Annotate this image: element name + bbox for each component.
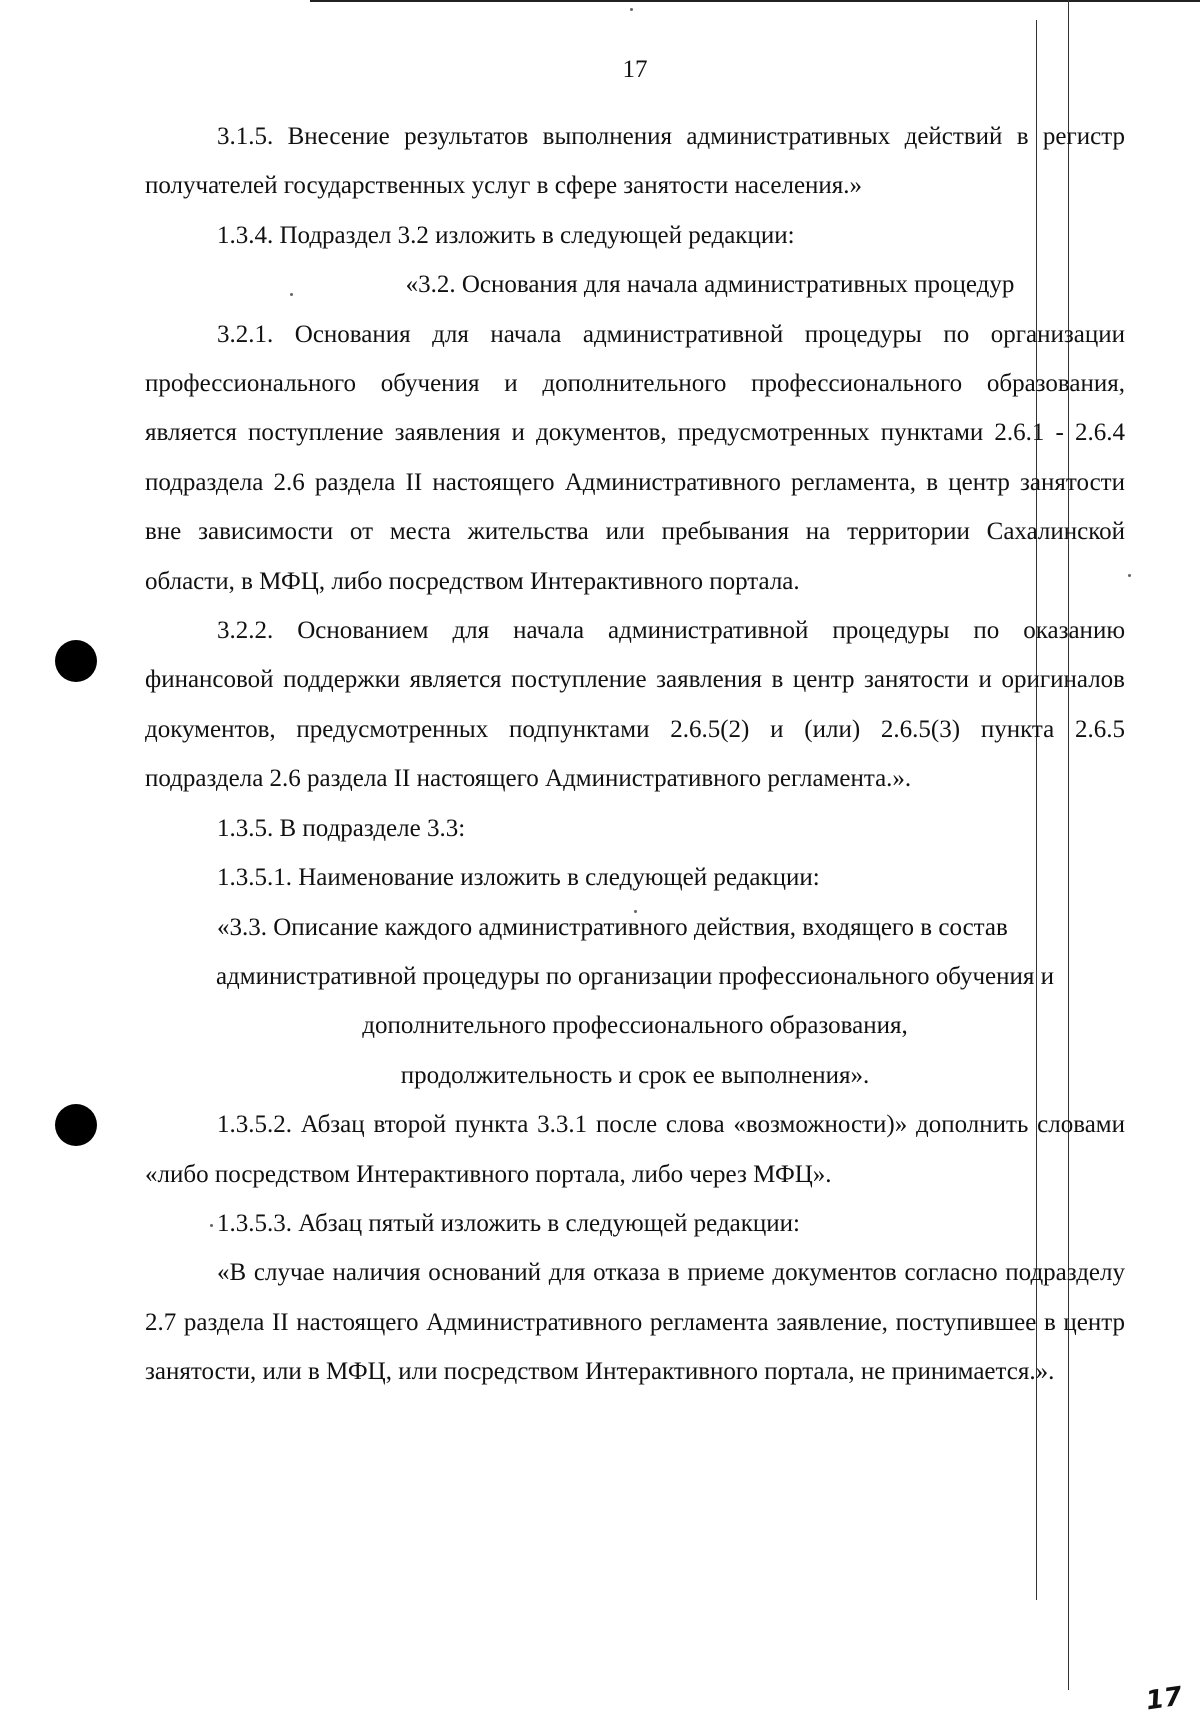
paragraph-3-2-1: 3.2.1. Основания для начала административной процедуры по организации профессионального обучения и дополнительного профессионального образования, является поступление заявления и документов, предусмотренных пунктами 2.6.1 - 2.6.4 подраздела 2.6 раздела II настоящего Административного регламента, в центр занятости вне зависимости от места жительства или пребывания на территории Сахалинской области, в МФЦ, либо посредством Интерактивного портала. [145, 320, 1125, 595]
section-heading-3-3-line-4: продолжительность и срок ее выполнения». [400, 1061, 870, 1089]
section-heading-3-3-line-3: дополнительного профессионального образования, [362, 1012, 908, 1040]
paragraph-1-3-5-1: 1.3.5.1. Наименование изложить в следующей редакции: [217, 864, 820, 892]
paragraph-3-2-2: 3.2.2. Основанием для начала административной процедуры по оказанию финансовой поддержки является поступление заявления в центр занятости и оригиналов документов, предусмотренных подпунктами 2.6.5(2) и (или) 2.6.5(3) пункта 2.6.5 подраздела 2.6 раздела II настоящего Административного регламента.». [145, 617, 1125, 793]
scan-speck [630, 8, 633, 11]
handwritten-page-number: 17 [1144, 1681, 1185, 1717]
section-heading-3-2: «3.2. Основания для начала административных процедур [405, 271, 1015, 299]
punch-hole-bottom [55, 1104, 97, 1146]
paragraph-1-3-5-2: 1.3.5.2. Абзац второй пункта 3.3.1 после слова «возможности)» дополнить словами «либо посредством Интерактивного портала, либо через МФЦ». [145, 1111, 1125, 1188]
paragraph-1-3-5-3: 1.3.5.3. Абзац пятый изложить в следующей редакции: [217, 1209, 800, 1237]
section-heading-3-3-line-1: «3.3. Описание каждого административного действия, входящего в состав [217, 913, 1008, 941]
page-number: 17 [622, 56, 648, 83]
scan-speck [1128, 574, 1131, 577]
paragraph-1-3-4: 1.3.4. Подраздел 3.2 изложить в следующей редакции: [217, 221, 795, 249]
paragraph-quoted-refusal: «В случае наличия оснований для отказа в приеме документов согласно подразделу 2.7 раздела II настоящего Административного регламента заявление, поступившее в центр занятости, или в МФЦ, или посредством Интерактивного портала, не принимается.». [145, 1259, 1125, 1386]
section-heading-3-3-line-2: административной процедуры по организации профессионального обучения и [215, 962, 1055, 990]
document-body [145, 112, 1125, 1397]
paragraph-3-1-5: 3.1.5. Внесение результатов выполнения административных действий в регистр получателей государственных услуг в сфере занятости населения.» [145, 123, 1125, 200]
paragraph-1-3-5: 1.3.5. В подразделе 3.3: [217, 814, 466, 842]
punch-hole-top [55, 640, 97, 682]
scan-top-rule [310, 0, 1200, 2]
